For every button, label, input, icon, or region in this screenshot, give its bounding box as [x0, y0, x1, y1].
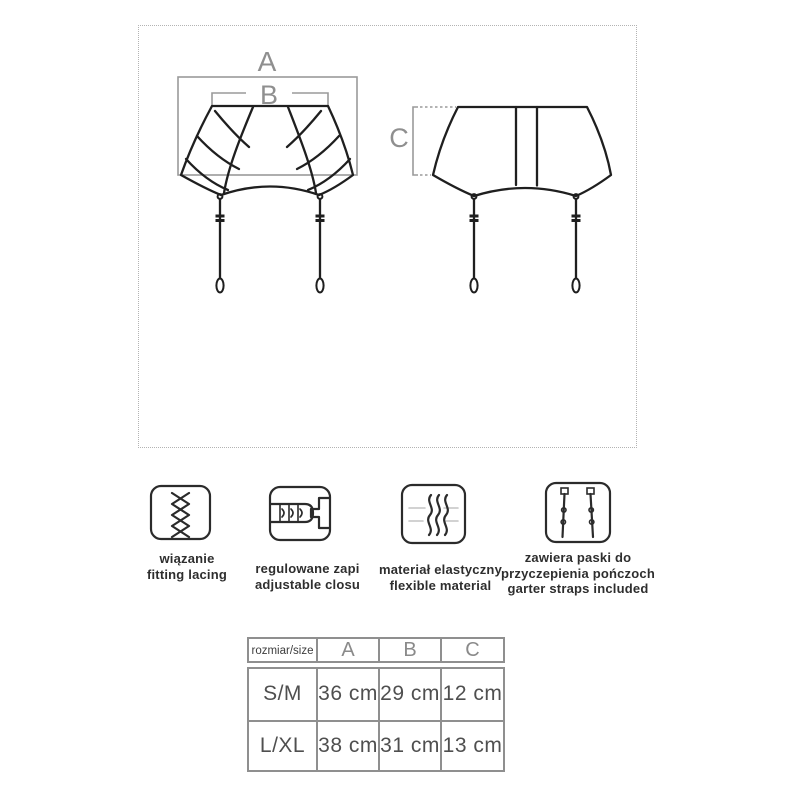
garter-strap [572, 194, 581, 292]
size-cell: S/M [263, 682, 302, 706]
measure-c-annotation [389, 107, 456, 175]
feature-line: materiał elastyczny [378, 562, 503, 577]
lacing-icon [149, 484, 212, 541]
garter-belt-back-drawing [433, 107, 611, 293]
feature-line: adjustable closu [254, 576, 361, 592]
measure-c-bracket [413, 107, 418, 175]
feature-label-garter-straps [488, 550, 668, 597]
size-table-header-cell: C [440, 639, 503, 662]
measurement-cell: 31 cm [378, 720, 440, 771]
garter-belt-front-drawing [181, 106, 353, 293]
garter-strap [470, 194, 479, 292]
garter-straps-icon [544, 481, 612, 544]
measure-a-label: A [257, 46, 277, 77]
feature-line: flexible material [389, 577, 492, 593]
feature-line: zawiera paski do [524, 550, 632, 565]
garter-strap [316, 194, 325, 292]
size-table-header-cell: rozmiar/size [251, 644, 314, 657]
measurement-cell: 12 cm [440, 669, 503, 720]
measurement-cell: 38 cm [316, 720, 378, 771]
measurement-cell: 13 cm [440, 720, 503, 771]
size-table-header-cell: B [378, 639, 440, 662]
measure-b-label: B [259, 80, 279, 110]
garter-strap [216, 194, 225, 292]
feature-line: regulowane zapi [255, 561, 360, 576]
garter-belt-diagram [138, 25, 637, 448]
measurement-diagram-box [138, 25, 637, 448]
feature-label-closure [235, 561, 380, 592]
measurement-cell: 36 cm [316, 669, 378, 720]
size-cell: L/XL [249, 720, 316, 771]
measure-c-label: C [389, 123, 409, 153]
feature-line: fitting lacing [146, 566, 228, 582]
size-table-header [247, 637, 505, 663]
size-table-header-cell: A [316, 639, 378, 662]
size-table-body [247, 667, 505, 772]
flexible-material-icon [400, 483, 467, 545]
adjustable-closure-icon [268, 485, 332, 542]
feature-line: przyczepienia pończoch [501, 565, 655, 581]
feature-line: wiązanie [159, 551, 215, 566]
feature-label-lacing [122, 551, 252, 582]
measurement-cell: 29 cm [378, 669, 440, 720]
feature-line: garter straps included [507, 581, 649, 596]
